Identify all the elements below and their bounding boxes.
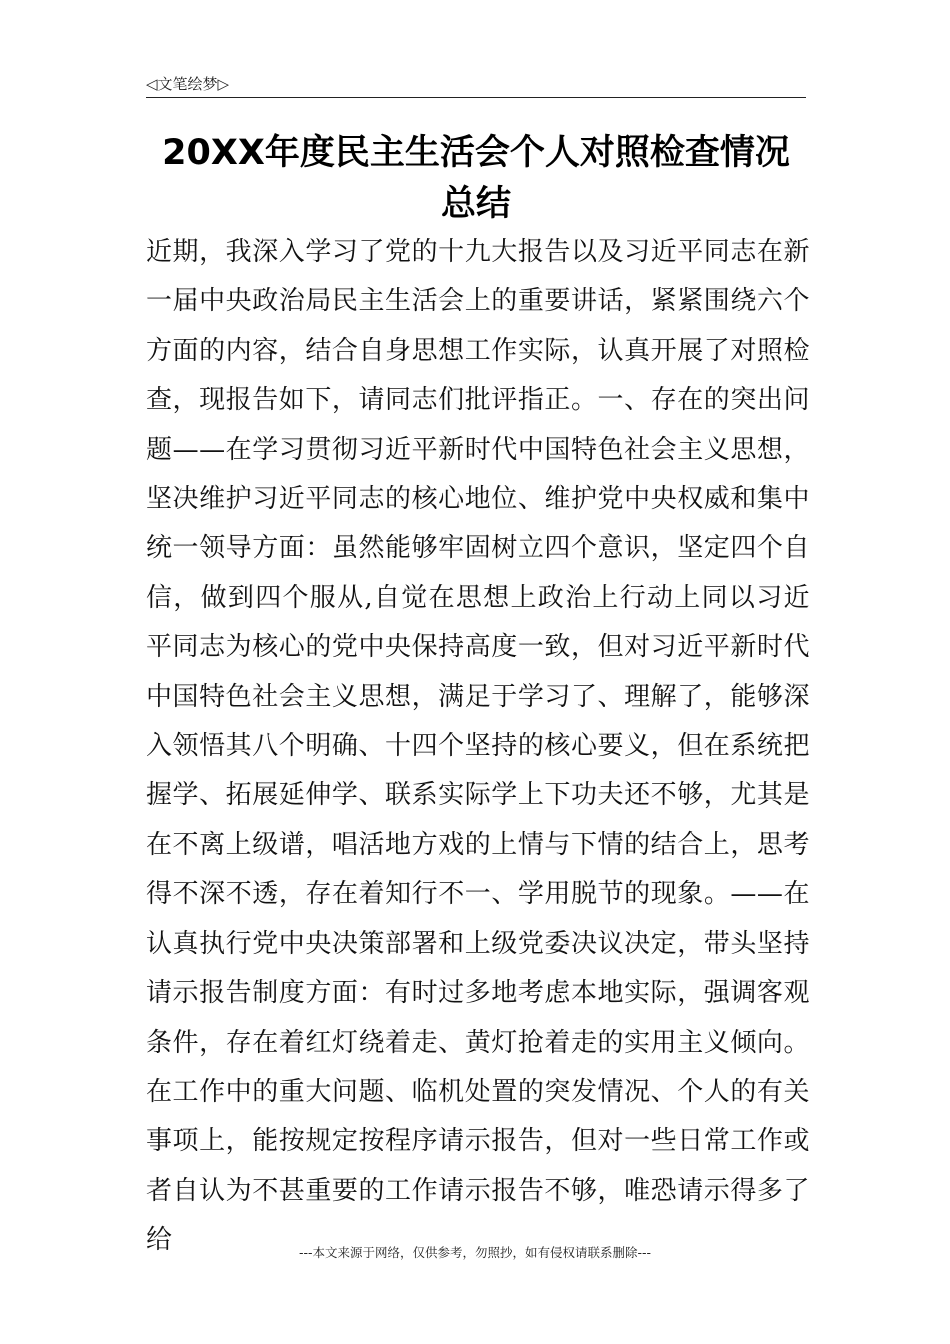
- document-title: 20XX年度民主生活会个人对照检查情况总结: [162, 133, 790, 224]
- header-divider: [146, 97, 806, 98]
- document-body: 近期，我深入学习了党的十九大报告以及习近平同志在新一届中央政治局民主生活会上的重要讲话，紧紧围绕六个方面的内容，结合自身思想工作实际，认真开展了对照检查，现报告如下，请同志们批评指正。一、存在的突出问题——在学习贯彻习近平新时代中国特色社会主义思想，坚决维护习近平同志的核心地位、维护党中央权威和集中统一领导方面：虽然能够牢固树立四个意识，坚定四个自信，做到四个服从,自觉在思想上政治上行动上同以习近平同志为核心的党中央保持高度一致，但对习近平新时代中国特色社会主义思想，满足于学习了、理解了，能够深入领悟其八个明确、十四个坚持的核心要义，但在系统把握学、拓展延伸学、联系实际学上下功夫还不够，尤其是在不离上级谱，唱活地方戏的上情与下情的结合上，思考得不深不透，存在着知行不一、学用脱节的现象。——在认真执行党中央决策部署和上级党委决议决定，带头坚持请示报告制度方面：有时过多地考虑本地实际，强调客观条件，存在着红灯绕着走、黄灯抢着走的实用主义倾向。在工作中的重大问题、临机处置的突发情况、个人的有关事项上，能按规定按程序请示报告，但对一些日常工作或者自认为不甚重要的工作请示报告不够，唯恐请示得多了给: [146, 237, 810, 1256]
- footer-disclaimer: ---本文来源于网络，仅供参考，勿照抄，如有侵权请联系删除---: [298, 1245, 652, 1260]
- header-brand-mark: ◁文笔绘梦▷: [146, 75, 230, 93]
